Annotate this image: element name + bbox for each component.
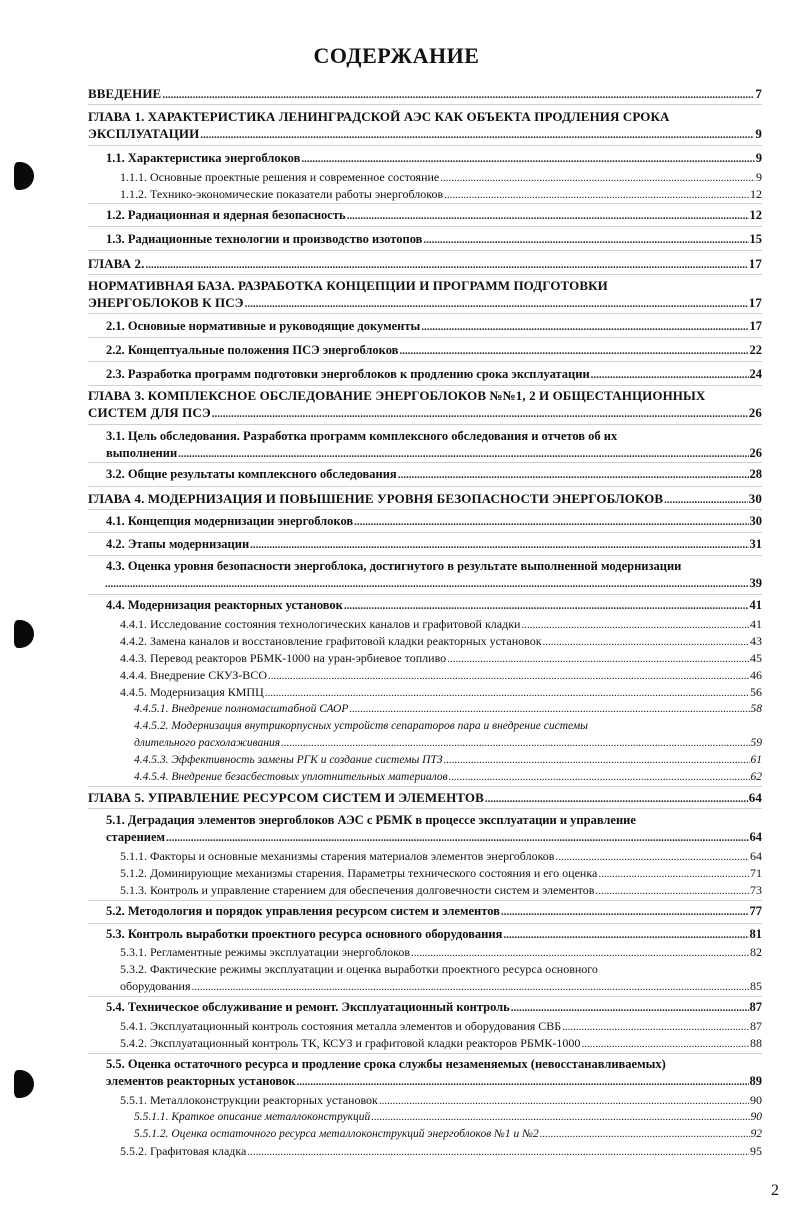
leader-dots	[247, 1144, 749, 1161]
toc-entry-title: ГЛАВА 5. УПРАВЛЕНИЕ РЕСУРСОМ СИСТЕМ И ЭЛЕМЕНТОВ	[88, 790, 484, 805]
toc-entry-page: 61	[750, 754, 762, 766]
toc-entry[interactable]	[88, 684, 762, 702]
toc-entry-page: 85	[750, 979, 762, 993]
toc-entry-title: 5.1.2. Доминирующие механизмы старения. Параметры технического состояния и его оценка	[120, 866, 598, 880]
divider	[88, 923, 762, 924]
leader-dots	[485, 791, 748, 808]
divider	[88, 996, 762, 997]
toc-entry[interactable]	[88, 1109, 762, 1126]
toc-entry-title: 4.4. Модернизация реакторных установок	[106, 598, 343, 612]
toc-entry[interactable]	[88, 1092, 762, 1110]
toc-entry[interactable]	[88, 944, 762, 962]
toc-entry[interactable]	[88, 667, 762, 685]
toc-entry-title: 5.1.1. Факторы и основные механизмы старения материалов элементов энергоблоков	[120, 849, 555, 863]
leader-dots	[595, 883, 749, 900]
divider	[88, 145, 762, 146]
toc-entry-title: 4.4.1. Исследование состояния технологических каналов и графитовой кладки	[120, 617, 521, 631]
page-title: СОДЕРЖАНИЕ	[313, 43, 480, 68]
divider	[88, 486, 762, 487]
divider	[88, 808, 762, 809]
toc-entry-page: 82	[750, 945, 762, 959]
toc-entry-title: 1.1.2. Технико-экономические показатели работы энергоблоков	[120, 187, 444, 201]
toc-entry[interactable]	[88, 882, 762, 900]
leader-dots	[354, 514, 748, 531]
divider	[88, 361, 762, 362]
toc-entry-title: 4.2. Этапы модернизации	[106, 537, 250, 551]
leader-dots	[379, 1093, 749, 1110]
punch-hole-mark	[14, 1070, 34, 1098]
toc-entry-title: 5.3.1. Регламентные режимы эксплуатации энергоблоков	[120, 945, 411, 959]
leader-dots	[411, 945, 749, 962]
leader-dots	[447, 651, 749, 668]
toc-entry-title: 5.5.2. Графитовая кладка	[120, 1144, 247, 1158]
toc-entry-title: 5.4. Техническое обслуживание и ремонт. Эксплуатационный контроль	[106, 1000, 510, 1014]
leader-dots	[399, 343, 748, 360]
toc-entry[interactable]	[88, 387, 762, 423]
toc-entry[interactable]	[88, 342, 762, 360]
toc-entry-title: 5.4.1. Эксплуатационный контроль состояния металла элементов и оборудования СВБ	[120, 1019, 562, 1033]
leader-dots	[349, 701, 749, 718]
toc-entry[interactable]	[88, 108, 762, 144]
divider	[88, 104, 762, 105]
toc-entry-title-line1: 4.4.5.2. Модернизация внутрикорпусных устройств сепараторов пара и внедрение системы	[134, 720, 588, 732]
toc-entry-page: 71	[750, 866, 762, 880]
leader-dots	[344, 598, 749, 615]
toc-entry-page: 87	[749, 1000, 762, 1014]
toc-entry-title-line1: 5.3.2. Фактические режимы эксплуатации и оценка выработки проектного ресурса основного	[120, 962, 598, 976]
toc-entry-title: 5.4.2. Эксплуатационный контроль ТК, КСУЗ и графитовой кладки реакторов РБМК-1000	[120, 1036, 581, 1050]
divider	[88, 385, 762, 386]
toc-entry[interactable]	[88, 558, 762, 593]
leader-dots	[598, 866, 749, 883]
toc-entry[interactable]	[88, 616, 762, 634]
divider	[88, 313, 762, 314]
leader-dots	[268, 668, 749, 685]
toc-entry-page: 26	[748, 405, 762, 420]
toc-entry-page: 7	[755, 86, 762, 101]
toc-entry-title: 4.4.4. Внедрение СКУЗ-ВСО	[120, 668, 267, 682]
toc-entry-title: 4.4.2. Замена каналов и восстановление графитовой кладки реакторных установок	[120, 634, 542, 648]
toc-entry-page: 88	[750, 1036, 762, 1050]
toc-entry-page: 95	[750, 1144, 762, 1158]
divider	[88, 786, 762, 787]
toc-entry-title: длительного расхолаживания	[134, 737, 281, 749]
toc-entry-title: 4.4.5.3. Эффективность замены РГК и создание системы ПТЗ	[134, 754, 443, 766]
leader-dots	[281, 735, 749, 752]
leader-dots	[296, 1074, 748, 1091]
leader-dots	[555, 849, 749, 866]
toc-entry[interactable]	[88, 318, 762, 336]
divider	[88, 203, 762, 204]
toc-entry-page: 58	[750, 703, 762, 715]
toc-entry[interactable]	[88, 186, 762, 204]
leader-dots	[178, 446, 748, 463]
toc-entry-title: ВВЕДЕНИЕ	[88, 86, 162, 101]
toc-entry-page: 64	[748, 790, 762, 805]
toc-entry-title: 2.1. Основные нормативные и руководящие документы	[106, 319, 421, 333]
toc-entry-title: 4.1. Концепция модернизации энергоблоков	[106, 514, 354, 528]
toc-entry-title: старением	[106, 830, 166, 844]
toc-entry-title-line1: ГЛАВА 3. КОМПЛЕКСНОЕ ОБСЛЕДОВАНИЕ ЭНЕРГОБЛОКОВ №№1, 2 И ОБЩЕСТАНЦИОННЫХ	[88, 388, 706, 403]
toc-entry-page: 73	[750, 883, 762, 897]
toc-entry[interactable]	[88, 597, 762, 615]
toc-entry[interactable]	[88, 255, 762, 274]
leader-dots	[444, 187, 749, 204]
divider	[88, 532, 762, 533]
toc-entry-page: 26	[749, 446, 762, 460]
toc-entry[interactable]	[88, 1126, 762, 1143]
leader-dots	[265, 685, 749, 702]
leader-dots	[591, 367, 749, 384]
divider	[88, 226, 762, 227]
toc-entry[interactable]	[88, 466, 762, 484]
toc-entry[interactable]	[88, 1018, 762, 1036]
toc-entry[interactable]	[88, 926, 762, 944]
toc-entry-page: 59	[750, 737, 762, 749]
toc-entry[interactable]	[88, 1143, 762, 1161]
leader-dots	[664, 492, 748, 509]
toc-entry-title: 5.2. Методология и порядок управления ресурсом систем и элементов	[106, 904, 500, 918]
page-number: 2	[771, 1182, 779, 1199]
toc-entry-title: ЭКСПЛУАТАЦИИ	[88, 126, 200, 141]
toc-entry[interactable]	[88, 277, 762, 313]
toc-entry-title: 4.4.5.4. Внедрение безасбестовых уплотнительных материалов	[134, 771, 448, 783]
toc-entry[interactable]	[88, 848, 762, 866]
leader-dots	[562, 1019, 749, 1036]
toc-entry-page: 56	[750, 685, 762, 699]
toc-entry-page: 92	[750, 1128, 762, 1140]
toc-entry-title: 5.5.1.1. Краткое описание металлоконструкций	[134, 1111, 371, 1123]
leader-dots	[145, 257, 747, 274]
toc-entry-title: 2.2. Концептуальные положения ПСЭ энергоблоков	[106, 343, 399, 357]
toc-entry-page: 39	[749, 576, 762, 590]
toc-entry-page: 89	[749, 1074, 762, 1088]
toc-entry-title: 1.3. Радиационные технологии и производство изотопов	[106, 232, 423, 246]
toc-entry-page: 77	[749, 904, 762, 918]
toc-entry-page: 22	[749, 343, 762, 357]
leader-dots	[162, 87, 754, 104]
toc-entry-page: 30	[749, 514, 762, 528]
divider	[88, 900, 762, 901]
toc-entry-title: оборудования	[120, 979, 191, 993]
toc-entry-title: 3.2. Общие результаты комплексного обследования	[106, 467, 397, 481]
toc-entry[interactable]	[88, 85, 762, 104]
leader-dots	[212, 406, 748, 423]
toc-entry-title: 5.3. Контроль выработки проектного ресурса основного оборудования	[106, 927, 503, 941]
leader-dots	[449, 769, 750, 786]
toc-entry-title-line1: НОРМАТИВНАЯ БАЗА. РАЗРАБОТКА КОНЦЕПЦИИ И ПРОГРАММ ПОДГОТОВКИ	[88, 278, 608, 293]
toc-entry-title: СИСТЕМ ДЛЯ ПСЭ	[88, 405, 211, 420]
toc-entry-page: 17	[748, 256, 762, 271]
punch-hole-mark	[14, 620, 34, 648]
toc-entry[interactable]	[88, 812, 762, 847]
toc-entry-page: 90	[750, 1111, 762, 1123]
toc-entry-title: 1.1.1. Основные проектные решения и современное состояние	[120, 170, 440, 184]
divider	[88, 337, 762, 338]
toc-entry-page: 90	[750, 1093, 762, 1107]
toc-entry-page: 9	[755, 126, 762, 141]
leader-dots	[347, 208, 749, 225]
leader-dots	[192, 979, 750, 996]
toc-entry[interactable]	[88, 752, 762, 769]
toc-entry[interactable]	[88, 789, 762, 808]
leader-dots	[166, 830, 748, 847]
toc-entry[interactable]	[88, 633, 762, 651]
toc-entry[interactable]	[88, 769, 762, 786]
leader-dots	[511, 1000, 749, 1017]
toc-entry-page: 17	[748, 295, 762, 310]
toc-entry-title-line1: 5.5. Оценка остаточного ресурса и продление срока службы незаменяемых (невосстанавливаемых)	[106, 1057, 666, 1071]
toc-entry[interactable]	[88, 207, 762, 225]
toc-entry-title-line1: ГЛАВА 1. ХАРАКТЕРИСТИКА ЛЕНИНГРАДСКОЙ АЭС КАК ОБЪЕКТА ПРОДЛЕНИЯ СРОКА	[88, 109, 670, 124]
toc-entry-title: 1.1. Характеристика энергоблоков	[106, 151, 301, 165]
toc-entry-title: 4.4.5. Модернизация КМПЦ	[120, 685, 264, 699]
leader-dots	[423, 232, 748, 249]
toc-entry-page: 64	[750, 849, 762, 863]
toc-entry-page: 12	[749, 208, 762, 222]
toc-entry[interactable]	[88, 650, 762, 668]
toc-entry-page: 46	[750, 668, 762, 682]
toc-entry[interactable]	[88, 513, 762, 531]
toc-entry-page: 41	[749, 598, 762, 612]
leader-dots	[200, 127, 754, 144]
toc-entry-title: 5.1.3. Контроль и управление старением для обеспечения долговечности систем и элементов	[120, 883, 595, 897]
toc-entry[interactable]	[88, 865, 762, 883]
toc-entry-page: 9	[756, 170, 762, 184]
toc-entry[interactable]	[88, 536, 762, 554]
leader-dots	[105, 576, 749, 593]
divider	[88, 555, 762, 556]
toc-entry-page: 87	[750, 1019, 762, 1033]
leader-dots	[398, 467, 749, 484]
leader-dots	[371, 1109, 749, 1126]
leader-dots	[581, 1036, 749, 1053]
leader-dots	[521, 617, 749, 634]
divider	[88, 424, 762, 425]
toc-entry[interactable]	[88, 150, 762, 168]
toc-entry-page: 12	[750, 187, 762, 201]
toc-entry-title: 1.2. Радиационная и ядерная безопасность	[106, 208, 346, 222]
toc-entry[interactable]	[88, 428, 762, 463]
leader-dots	[540, 1126, 750, 1143]
leader-dots	[501, 904, 749, 921]
toc-entry-page: 43	[750, 634, 762, 648]
toc-entry-title: выполнении	[106, 446, 178, 460]
toc-entry[interactable]	[88, 366, 762, 384]
leader-dots	[245, 296, 748, 313]
toc-entry-page: 81	[749, 927, 762, 941]
divider	[88, 594, 762, 595]
toc-entry-page: 62	[750, 771, 762, 783]
leader-dots	[444, 752, 750, 769]
toc-entry-title: ЭНЕРГОБЛОКОВ К ПСЭ	[88, 295, 244, 310]
toc-entry[interactable]	[88, 1035, 762, 1053]
toc-entry-title: ГЛАВА 2.	[88, 256, 145, 271]
leader-dots	[543, 634, 749, 651]
divider	[88, 274, 762, 275]
toc-entry-title: 4.4.5.1. Внедрение полномасштабной САОР	[134, 703, 349, 715]
toc-entry-title-line1: 5.1. Деградация элементов энергоблоков АЭС с РБМК в процессе эксплуатации и управление	[106, 813, 636, 827]
toc-entry-title: 2.3. Разработка программ подготовки энергоблоков к продлению срока эксплуатации	[106, 367, 590, 381]
toc-entry-title: элементов реакторных установок	[106, 1074, 296, 1088]
toc-entry-page: 28	[749, 467, 762, 481]
divider	[88, 462, 762, 463]
toc-entry-page: 64	[749, 830, 762, 844]
toc-entry-title: 5.5.1.2. Оценка остаточного ресурса металлоконструкций энергоблоков №1 и №2	[134, 1128, 539, 1140]
toc-entry[interactable]	[88, 961, 762, 996]
toc-entry-page: 41	[750, 617, 762, 631]
toc-entry[interactable]	[88, 231, 762, 249]
toc-entry-title-line1: 3.1. Цель обследования. Разработка программ комплексного обследования и отчетов об их	[106, 429, 618, 443]
leader-dots	[440, 170, 755, 187]
toc-entry-title-line1: 4.3. Оценка уровня безопасности энергоблока, достигнутого в результате выполненной модернизации	[106, 559, 682, 573]
divider	[88, 1053, 762, 1054]
toc-entry-page: 30	[748, 491, 762, 506]
toc-entry[interactable]	[88, 999, 762, 1017]
toc-entry[interactable]	[88, 718, 762, 752]
toc-entry-page: 45	[750, 651, 762, 665]
divider	[88, 509, 762, 510]
toc-entry-title: 4.4.3. Перевод реакторов РБМК-1000 на уран-эрбиевое топливо	[120, 651, 447, 665]
toc-entry[interactable]	[88, 903, 762, 921]
toc-entry[interactable]	[88, 169, 762, 187]
leader-dots	[301, 151, 754, 168]
leader-dots	[421, 319, 748, 336]
toc-entry-title: 5.5.1. Металлоконструкции реакторных установок	[120, 1093, 378, 1107]
toc-entry-page: 9	[755, 151, 762, 165]
leader-dots	[503, 927, 748, 944]
toc-entry[interactable]	[88, 701, 762, 718]
leader-dots	[250, 537, 748, 554]
toc-entry-page: 15	[749, 232, 762, 246]
toc-entry-title: ГЛАВА 4. МОДЕРНИЗАЦИЯ И ПОВЫШЕНИЕ УРОВНЯ БЕЗОПАСНОСТИ ЭНЕРГОБЛОКОВ	[88, 491, 664, 506]
toc-entry-page: 17	[749, 319, 762, 333]
punch-hole-mark	[14, 162, 34, 190]
divider	[88, 250, 762, 251]
toc-entry-page: 31	[749, 537, 762, 551]
toc-entry-page: 24	[749, 367, 762, 381]
toc-entry[interactable]	[88, 490, 762, 509]
toc-entry[interactable]	[88, 1056, 762, 1091]
